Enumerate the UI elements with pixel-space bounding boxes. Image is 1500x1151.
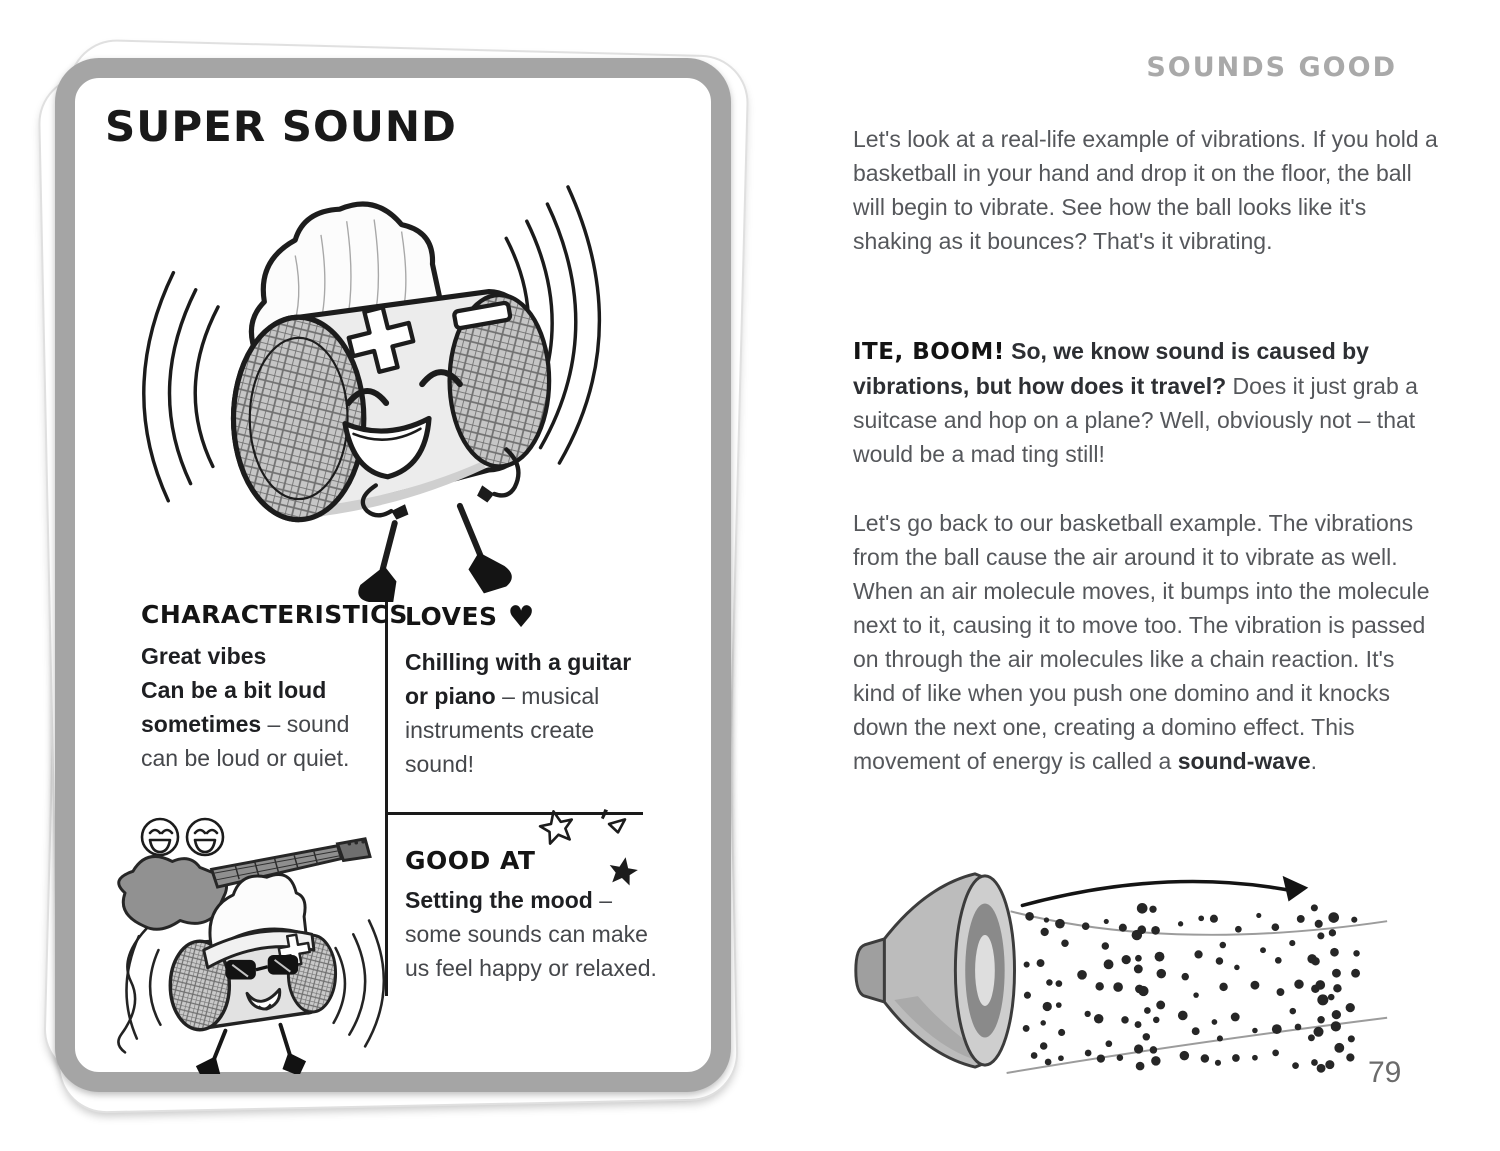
characteristics-section	[141, 600, 408, 775]
heart-icon: ♥	[507, 600, 535, 635]
running-head: SOUNDS GOOD	[1146, 52, 1397, 83]
loves-text: Chilling with a guitar or piano – musical instruments create sound!	[405, 649, 632, 777]
right-boot	[468, 552, 511, 593]
loves-section	[405, 600, 657, 781]
super-sound-card	[55, 58, 731, 1092]
sparkle-icon	[601, 809, 625, 832]
star-outline-icon	[538, 808, 576, 845]
paragraph: Let's look at a real-life example of vibrations. If you hold a basketball in your hand and drop it on the floor, the ball will begin to vibrate. See how the ball looks like it's shaking as it bounces? That's it vibrating.	[853, 126, 1438, 254]
guitar-cable	[118, 928, 146, 1052]
small-right-boot	[282, 1052, 306, 1074]
small-left-boot	[196, 1056, 221, 1074]
characteristics-line: Great vibes	[141, 643, 267, 669]
left-boot	[358, 566, 396, 602]
right-hand	[477, 485, 494, 502]
characteristics-heading: CHARACTERISTICS	[141, 600, 408, 629]
paragraph: Let's go back to our basketball example. The vibrations from the ball cause the air around it to vibrate as well. When an air molecule moves, it bumps into the molecule next to it, causing it to move too. The vibration is passed on through the air molecules like a chain reaction. It's kind of like when you push one domino and it knocks down the next one, creating a domino effect. This movement of energy is called a sound-wave.	[853, 510, 1430, 774]
good-at-text: Setting the mood – some sounds can make us feel happy or relaxed.	[405, 887, 657, 981]
card-title: SUPER SOUND	[105, 102, 457, 151]
card-stack	[55, 58, 731, 1092]
small-legs	[214, 1025, 291, 1060]
page-number: 79	[1368, 1056, 1402, 1089]
vibration-arcs-left	[144, 273, 218, 501]
loves-heading: LOVES ♥	[405, 600, 535, 635]
direction-arrow	[1022, 876, 1308, 906]
speaker-horn	[856, 874, 1015, 1067]
left-hand	[391, 504, 408, 519]
sound-wave-diagram	[843, 850, 1395, 1087]
good-at-heading: GOOD AT	[405, 846, 536, 875]
speaker-character-illustration	[75, 156, 711, 602]
good-at-section	[405, 846, 673, 985]
characteristics-line: Can be a bit loud sometimes – sound can be loud or quiet.	[141, 677, 350, 771]
paragraph: ITE, BOOM! So, we know sound is caused by vibrations, but how does it travel? Does it just grab a suitcase and hop on a plane? Well, obviously not – that would be a mad ting still!	[853, 338, 1418, 467]
air-molecule-dots	[1023, 903, 1360, 1073]
speaker-guitar-illustration	[101, 830, 397, 1074]
